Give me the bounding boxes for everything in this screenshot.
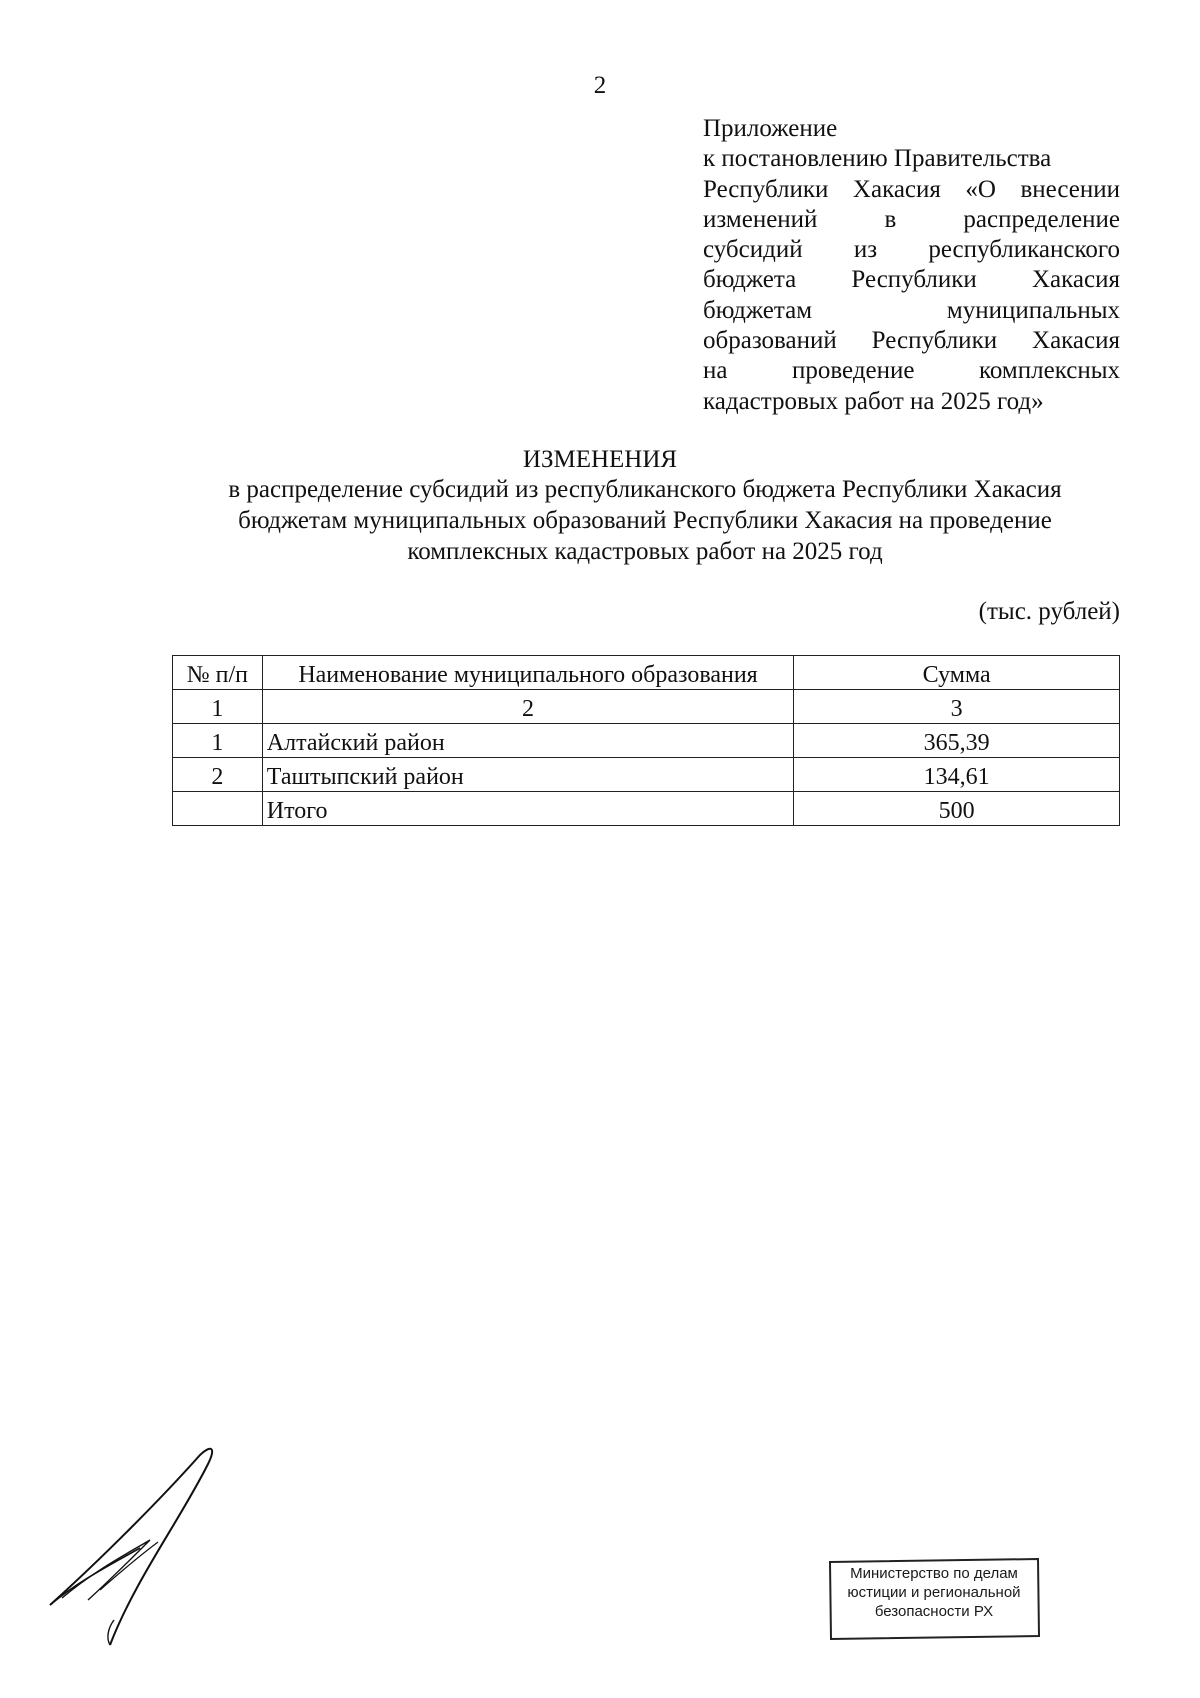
header-cell-name: Наименование муниципального образования bbox=[262, 656, 794, 690]
appendix-block bbox=[703, 114, 1120, 417]
units-label: (тыс. рублей) bbox=[978, 598, 1120, 625]
stamp-line: юстиции и региональной bbox=[847, 1584, 1021, 1601]
table-header-row bbox=[173, 656, 1120, 690]
total-sum: 500 bbox=[794, 792, 1120, 826]
total-row bbox=[173, 792, 1120, 826]
column-number-row bbox=[173, 690, 1120, 724]
appendix-line: на проведение комплексных bbox=[703, 357, 1120, 385]
subtitle-line: комплексных кадастровых работ на 2025 год bbox=[407, 538, 883, 565]
appendix-line: образований Республики Хакасия bbox=[703, 327, 1120, 355]
appendix-line: бюджета Республики Хакасия bbox=[703, 266, 1120, 294]
total-number bbox=[173, 792, 263, 826]
appendix-line: бюджетам муниципальных bbox=[703, 296, 1120, 324]
ministry-stamp bbox=[826, 1556, 1042, 1642]
handwritten-signature bbox=[40, 1440, 230, 1650]
header-cell-number: № п/п bbox=[173, 656, 263, 690]
appendix-line: изменений в распределение bbox=[703, 205, 1120, 233]
appendix-line: субсидий из республиканского bbox=[703, 236, 1120, 264]
subtitle-line: в распределение субсидий из республиканского бюджета Республики Хакасия bbox=[228, 476, 1062, 503]
table-row bbox=[173, 724, 1120, 758]
total-label: Итого bbox=[262, 792, 794, 826]
row-name: Алтайский район bbox=[262, 724, 794, 758]
column-number-cell: 2 bbox=[262, 690, 794, 724]
row-number: 1 bbox=[173, 724, 263, 758]
appendix-line: к постановлению Правительства bbox=[703, 145, 1052, 173]
row-number: 2 bbox=[173, 758, 263, 792]
header-cell-sum: Сумма bbox=[794, 656, 1120, 690]
stamp-text bbox=[826, 1564, 1042, 1621]
column-number-cell: 1 bbox=[173, 690, 263, 724]
appendix-line: Республики Хакасия «О внесении bbox=[703, 175, 1120, 203]
column-number-cell: 3 bbox=[794, 690, 1120, 724]
document-subtitle bbox=[0, 474, 1200, 567]
stamp-line: безопасности РХ bbox=[874, 1603, 994, 1620]
row-name: Таштыпский район bbox=[262, 758, 794, 792]
row-sum: 365,39 bbox=[794, 724, 1120, 758]
table-row bbox=[173, 758, 1120, 792]
subsidy-table bbox=[172, 655, 1120, 826]
appendix-line: кадастровых работ на 2025 год» bbox=[703, 387, 1044, 415]
stamp-line: Министерство по делам bbox=[850, 1565, 1018, 1582]
appendix-line: Приложение bbox=[703, 115, 838, 142]
row-sum: 134,61 bbox=[794, 758, 1120, 792]
subtitle-line: бюджетам муниципальных образований Республики Хакасия на проведение bbox=[238, 507, 1052, 534]
document-title: ИЗМЕНЕНИЯ bbox=[522, 446, 678, 473]
page-number: 2 bbox=[593, 72, 607, 99]
